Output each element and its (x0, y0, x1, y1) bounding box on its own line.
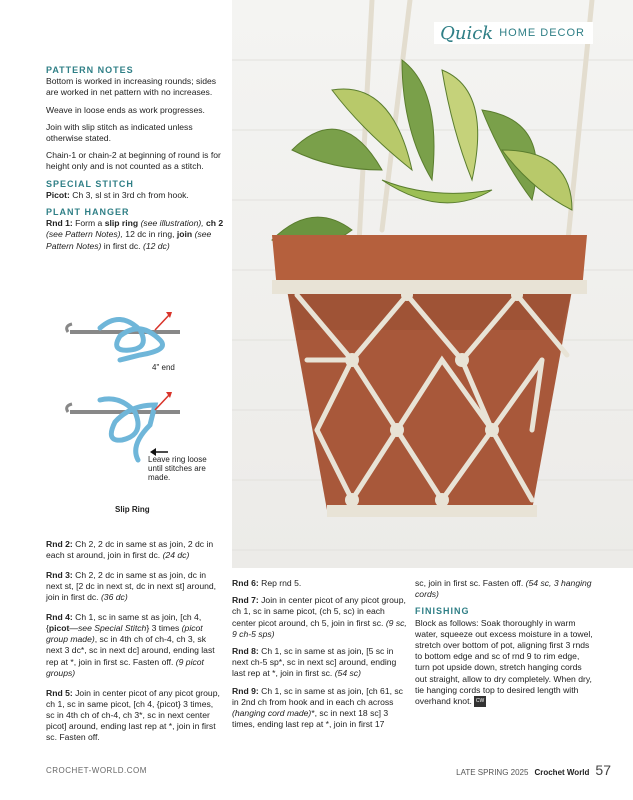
rnd-label: Rnd 6: (232, 578, 259, 588)
rnd-7 (232, 595, 408, 640)
lower-left-column (46, 530, 224, 752)
rnd-9-continued (415, 578, 595, 600)
plant-hanger-illustration (232, 0, 633, 568)
rnd-text: 12 dc in ring, (125, 229, 175, 240)
section-label: HOME DECOR (499, 27, 585, 39)
rnd-text: in first dc. (103, 240, 141, 251)
rnd-ref: (see Pattern Notes), (46, 229, 123, 240)
rnd-text: Join in center picot of any picot group, ch 1, sc in same picot, (ch 5, sc) in each center picot around, ch 5, join in first sc. (232, 595, 406, 628)
note-line: Chain-1 or chain-2 at beginning of round is for height only and is not counted as a stitch. (46, 150, 221, 172)
rnd-2 (46, 539, 224, 561)
picot-label: Picot: (46, 189, 70, 200)
rnd-text: Ch 1, sc in same st as join, [ch 4, { (46, 611, 202, 633)
rnd-text: Join in center picot of any picot group, ch 1, sc in same picot, [ch 4, {picot} 3 times, sc in 4th ch of ch-4, ch 3*, sc in next center picot] around, ending last rep at *, join in first sc. Fasten off. (46, 687, 220, 743)
rnd-ref: (picot group made) (46, 623, 203, 645)
rnd-8 (232, 646, 408, 680)
rnd-count: (54 sc, 3 hanging cords) (415, 578, 592, 600)
rnd-count: (36 dc) (100, 592, 128, 602)
rnd-count: (24 dc) (162, 549, 190, 560)
rnd-ref: (hanging cord made) (232, 708, 312, 719)
rnd-text: sc, join in first sc. Fasten off. (415, 578, 524, 588)
rnd-label: Rnd 8: (232, 646, 259, 657)
rnd-term: picot (48, 623, 70, 633)
end-label: 4" end (152, 363, 175, 372)
rnd-4 (46, 612, 224, 679)
cw-end-icon: CW (474, 696, 486, 707)
rnd-term: join (176, 229, 193, 240)
quick-label: Quick (440, 22, 494, 44)
left-column (46, 65, 224, 258)
footer-magazine: Crochet World (534, 768, 590, 777)
leave-label: Leave ring loose until stitches are made. (148, 455, 207, 482)
footer-site: CROCHET-WORLD.COM (46, 766, 147, 775)
rnd-label: Rnd 2: (46, 538, 73, 549)
note-line: Join with slip stitch as indicated unless otherwise stated. (46, 121, 193, 144)
note-line: Weave in loose ends as work progresses. (46, 104, 205, 115)
rnd-5 (46, 688, 224, 744)
rnd-ref: —see Special Stitch (69, 623, 147, 633)
pattern-notes-heading: PATTERN NOTES (46, 65, 134, 75)
rnd-text: Ch 2, 2 dc in same st as join, dc in next st, [2 dc in next st, dc in next st] around, join in first dc. (46, 569, 217, 602)
product-photo (232, 0, 633, 568)
illustration-caption: Slip Ring (115, 505, 150, 514)
rnd-label: Rnd 7: (232, 595, 259, 606)
middle-column (232, 578, 408, 736)
rnd-count: (9 sc, 9 ch-5 sps) (232, 617, 407, 639)
rnd-label: Rnd 1: (46, 218, 73, 229)
rnd-label: Rnd 3: (46, 569, 73, 580)
rnd-count: (9 picot groups) (46, 656, 204, 678)
rnd-text: Form a (75, 218, 103, 229)
footer-right (456, 762, 611, 778)
rnd-count: (12 dc) (142, 240, 170, 251)
rnd-text: Ch 2, 2 dc in same st as join, 2 dc in each st around, join in first dc. (46, 538, 214, 560)
rnd-label: Rnd 4: (46, 611, 73, 622)
rnd-6 (232, 578, 408, 589)
rnd-text: Ch 1, sc in same st as join, [ch 61, sc in 2nd ch from hook and in each ch across (232, 685, 403, 707)
rnd-1 (46, 218, 224, 252)
special-stitch-heading: SPECIAL STITCH (46, 178, 134, 189)
page-number: 57 (595, 762, 611, 778)
right-column (415, 578, 595, 713)
rnd-9 (232, 686, 408, 731)
finishing-body: Block as follows: Soak thoroughly in warm water, squeeze out excess moisture in a towel, stretch over bottom of pot, aligning first 3 rnds to bottom edge and sc of rnd 9 to rim edge, turn pot upside down, stretch hanging cords out straight, allow to dry completely. When dry, tie hanging cords top to desired length with overhand knot. (415, 617, 593, 707)
rnd-count: (54 sc) (334, 668, 361, 679)
footer-issue: LATE SPRING 2025 (456, 768, 529, 777)
rnd-ref: (see illustration), (140, 218, 204, 229)
picot-text: Ch 3, sl st in 3rd ch from hook. (72, 189, 189, 200)
finishing-heading: FINISHING (415, 606, 470, 617)
rnd-text: Rep rnd 5. (261, 578, 302, 588)
rnd-label: Rnd 9: (232, 685, 259, 696)
slip-ring-illustration (60, 300, 230, 520)
rnd-label: Rnd 5: (46, 687, 73, 698)
rnd-3 (46, 570, 224, 604)
rnd-term: slip ring (104, 218, 139, 229)
rnd-ref: (see Pattern Notes) (46, 229, 212, 251)
rnd-text: , sc in 4th ch of ch-4, ch 3, sk next 3 dc*, sc in next dc] around, ending last rep at *, join in first sc. Fasten off. (46, 634, 215, 667)
rnd-term: ch 2 (206, 218, 224, 229)
finishing-text (415, 618, 595, 708)
section-tag (434, 22, 593, 44)
rnd-text: } 3 times (146, 623, 180, 633)
rnd-text: *, sc in next 18 sc] 3 times, ending last rep at *, join in first 17 (232, 708, 389, 730)
plant-hanger-heading: PLANT HANGER (46, 207, 130, 218)
special-stitch-text (46, 190, 224, 201)
note-line: Bottom is worked in increasing rounds; sides are worked in net pattern with no increases. (46, 76, 217, 98)
rnd-text: Ch 1, sc in same st as join, [5 sc in next ch-5 sp*, sc in next sc] around, ending last rep at *, join in first sc. (232, 646, 397, 679)
